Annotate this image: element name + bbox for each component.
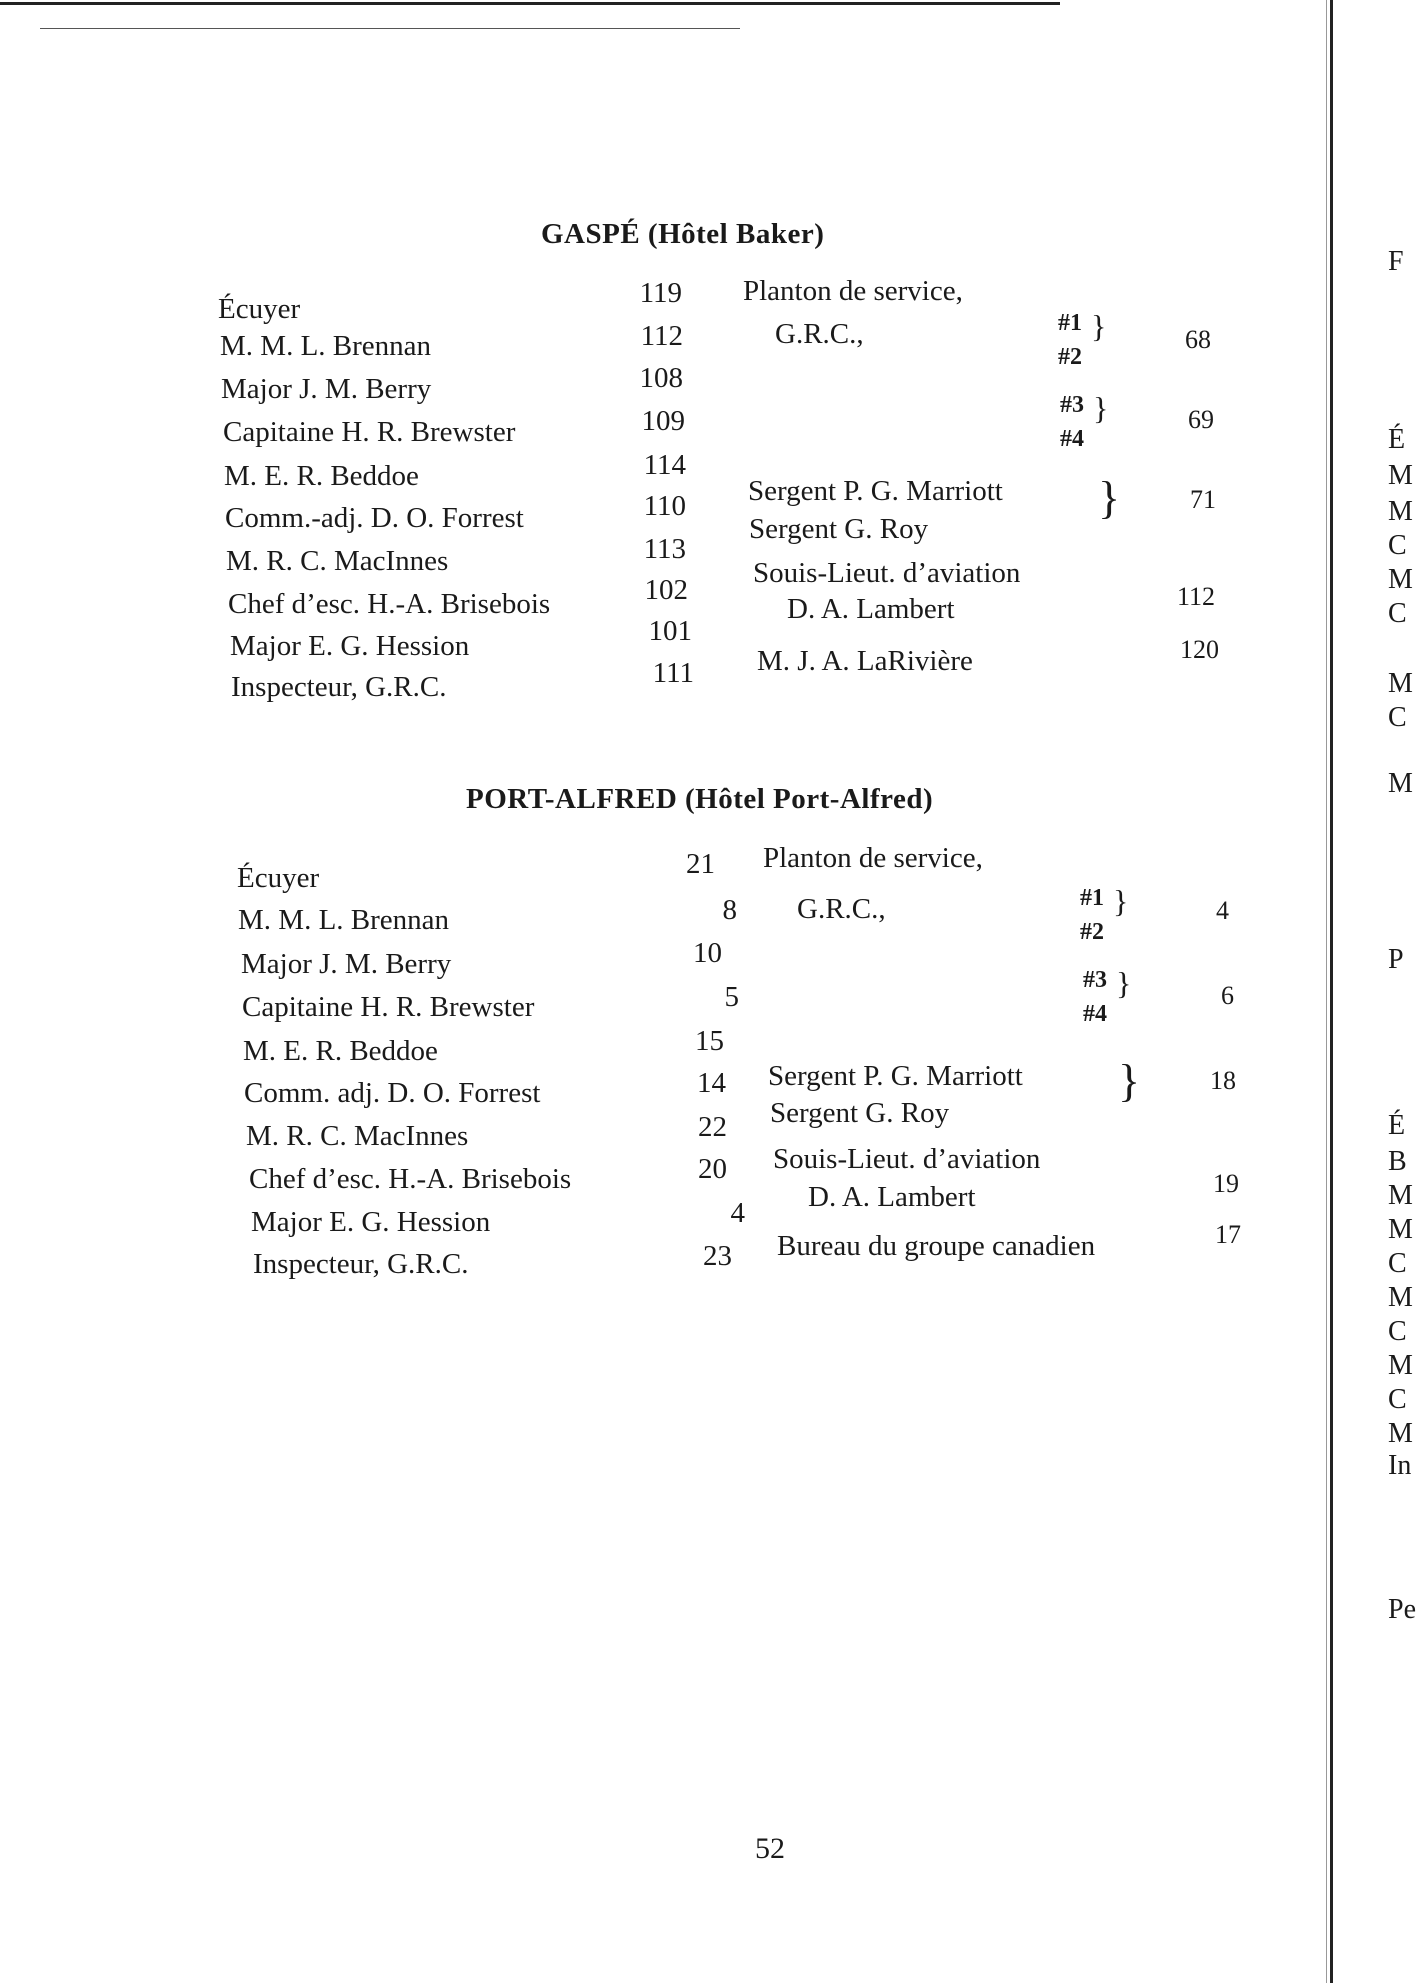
port-alfred-brace-1-2: } [1113, 883, 1129, 919]
gaspe-room-7: 102 [644, 574, 688, 606]
edge-letter-22: Pe [1388, 1594, 1416, 1625]
gaspe-room-2: 108 [639, 362, 683, 394]
port-alfred-bureau: Bureau du groupe canadien [777, 1230, 1096, 1262]
port-alfred-room-4: 15 [695, 1025, 724, 1057]
port-alfred-room-units-3-4: 6 [1221, 981, 1234, 1010]
edge-letter-11: É [1388, 1110, 1406, 1141]
port-alfred-room-2: 10 [693, 937, 722, 969]
gaspe-sergent-roy: Sergent G. Roy [749, 513, 929, 545]
port-alfred-name-3: Capitaine H. R. Brewster [242, 991, 535, 1023]
edge-letter-9: M [1388, 768, 1413, 799]
edge-letter-7: M [1388, 668, 1413, 699]
gaspe-room-5: 110 [643, 490, 686, 522]
port-alfred-name-0: Écuyer [237, 862, 320, 894]
port-alfred-lambert: D. A. Lambert [808, 1181, 976, 1213]
gaspe-name-9: Inspecteur, G.R.C. [231, 671, 447, 703]
port-alfred-name-4: M. E. R. Beddoe [243, 1035, 438, 1067]
port-alfred-souslieut: Souis-Lieut. d’aviation [773, 1143, 1041, 1175]
port-alfred-room-7: 20 [698, 1153, 727, 1185]
port-alfred-planton-grc: G.R.C., [797, 893, 886, 925]
edge-letter-13: M [1388, 1180, 1413, 1211]
top-rule-secondary [40, 28, 740, 29]
gaspe-planton-label: Planton de service, [743, 275, 963, 307]
gaspe-name-8: Major E. G. Hession [230, 630, 470, 662]
port-alfred-room-9: 23 [703, 1240, 732, 1272]
port-alfred-room-0: 21 [686, 848, 715, 880]
port-alfred-name-5: Comm. adj. D. O. Forrest [244, 1077, 541, 1109]
gaspe-room-9: 111 [652, 657, 694, 689]
gaspe-room-units-1-2: 68 [1185, 325, 1211, 354]
edge-letter-3: M [1388, 496, 1413, 527]
port-alfred-room-bureau: 17 [1215, 1220, 1241, 1249]
port-alfred-unit-2: #2 [1080, 919, 1104, 945]
gaspe-name-1: M. M. L. Brennan [220, 330, 432, 362]
gaspe-room-lariviere: 120 [1180, 635, 1219, 664]
edge-letter-21: In [1388, 1450, 1412, 1481]
gaspe-name-5: Comm.-adj. D. O. Forrest [225, 502, 524, 534]
port-alfred-name-1: M. M. L. Brennan [238, 904, 450, 936]
edge-letter-12: B [1388, 1146, 1407, 1177]
port-alfred-room-5: 14 [697, 1067, 726, 1099]
port-alfred-room-sergents: 18 [1210, 1066, 1236, 1095]
section-title-port-alfred: PORT-ALFRED (Hôtel Port-Alfred) [466, 783, 934, 815]
gaspe-lambert: D. A. Lambert [787, 593, 955, 625]
port-alfred-room-units-1-2: 4 [1216, 896, 1229, 925]
gaspe-name-7: Chef d’esc. H.-A. Brisebois [228, 588, 551, 620]
gaspe-room-souslieut: 112 [1177, 582, 1216, 611]
port-alfred-brace-sergents: } [1118, 1055, 1141, 1106]
edge-letter-4: C [1388, 530, 1407, 561]
edge-letter-5: M [1388, 564, 1413, 595]
edge-letter-15: C [1388, 1248, 1407, 1279]
page-edge-line-secondary [1326, 0, 1327, 1983]
edge-letter-10: P [1388, 944, 1404, 975]
port-alfred-name-9: Inspecteur, G.R.C. [253, 1248, 469, 1280]
edge-letter-18: M [1388, 1350, 1413, 1381]
port-alfred-planton-label: Planton de service, [763, 842, 983, 874]
gaspe-room-6: 113 [643, 533, 686, 565]
port-alfred-room-1: 8 [722, 894, 737, 926]
gaspe-room-0: 119 [639, 277, 682, 309]
edge-letter-14: M [1388, 1214, 1413, 1245]
gaspe-room-1: 112 [640, 320, 683, 352]
gaspe-unit-3: #3 [1060, 392, 1084, 418]
gaspe-brace-3-4: } [1093, 390, 1109, 426]
section-title-gaspe: GASPÉ (Hôtel Baker) [541, 218, 825, 250]
gaspe-unit-2: #2 [1058, 344, 1082, 370]
gaspe-room-8: 101 [648, 615, 692, 647]
port-alfred-unit-3: #3 [1083, 967, 1107, 993]
port-alfred-sergent-marriott: Sergent P. G. Marriott [768, 1060, 1023, 1092]
port-alfred-name-7: Chef d’esc. H.-A. Brisebois [249, 1163, 572, 1195]
edge-letter-16: M [1388, 1282, 1413, 1313]
gaspe-unit-4: #4 [1060, 426, 1084, 452]
port-alfred-room-6: 22 [698, 1111, 727, 1143]
edge-letter-6: C [1388, 598, 1407, 629]
gaspe-name-0: Écuyer [218, 293, 301, 325]
port-alfred-unit-1: #1 [1080, 885, 1104, 911]
edge-letter-8: C [1388, 702, 1407, 733]
port-alfred-unit-4: #4 [1083, 1001, 1107, 1027]
port-alfred-brace-3-4: } [1116, 965, 1132, 1001]
edge-letter-0: F [1388, 246, 1404, 277]
gaspe-name-2: Major J. M. Berry [221, 373, 432, 405]
port-alfred-sergent-roy: Sergent G. Roy [770, 1097, 950, 1129]
gaspe-brace-1-2: } [1091, 308, 1107, 344]
gaspe-sergent-marriott: Sergent P. G. Marriott [748, 475, 1003, 507]
edge-letter-2: M [1388, 460, 1413, 491]
gaspe-lariviere: M. J. A. LaRivière [757, 645, 973, 677]
port-alfred-room-8: 4 [730, 1197, 745, 1229]
port-alfred-name-6: M. R. C. MacInnes [246, 1120, 469, 1152]
page-edge-line [1330, 0, 1333, 1983]
gaspe-name-4: M. E. R. Beddoe [224, 460, 419, 492]
port-alfred-room-3: 5 [724, 981, 739, 1013]
gaspe-unit-1: #1 [1058, 310, 1082, 336]
top-rule [0, 2, 1060, 5]
gaspe-planton-grc: G.R.C., [775, 318, 864, 350]
gaspe-room-sergents: 71 [1190, 485, 1216, 514]
port-alfred-name-8: Major E. G. Hession [251, 1206, 491, 1238]
gaspe-room-4: 114 [643, 449, 686, 481]
gaspe-name-3: Capitaine H. R. Brewster [223, 416, 516, 448]
edge-letter-20: M [1388, 1418, 1413, 1449]
port-alfred-room-souslieut: 19 [1213, 1169, 1239, 1198]
gaspe-souslieut: Souis-Lieut. d’aviation [753, 557, 1021, 589]
gaspe-name-6: M. R. C. MacInnes [226, 545, 449, 577]
page-number: 52 [755, 1832, 785, 1865]
gaspe-brace-sergents: } [1098, 472, 1121, 523]
edge-letter-1: É [1388, 424, 1406, 455]
edge-letter-19: C [1388, 1384, 1407, 1415]
edge-letter-17: C [1388, 1316, 1407, 1347]
gaspe-room-3: 109 [641, 405, 685, 437]
port-alfred-name-2: Major J. M. Berry [241, 948, 452, 980]
gaspe-room-units-3-4: 69 [1188, 405, 1214, 434]
